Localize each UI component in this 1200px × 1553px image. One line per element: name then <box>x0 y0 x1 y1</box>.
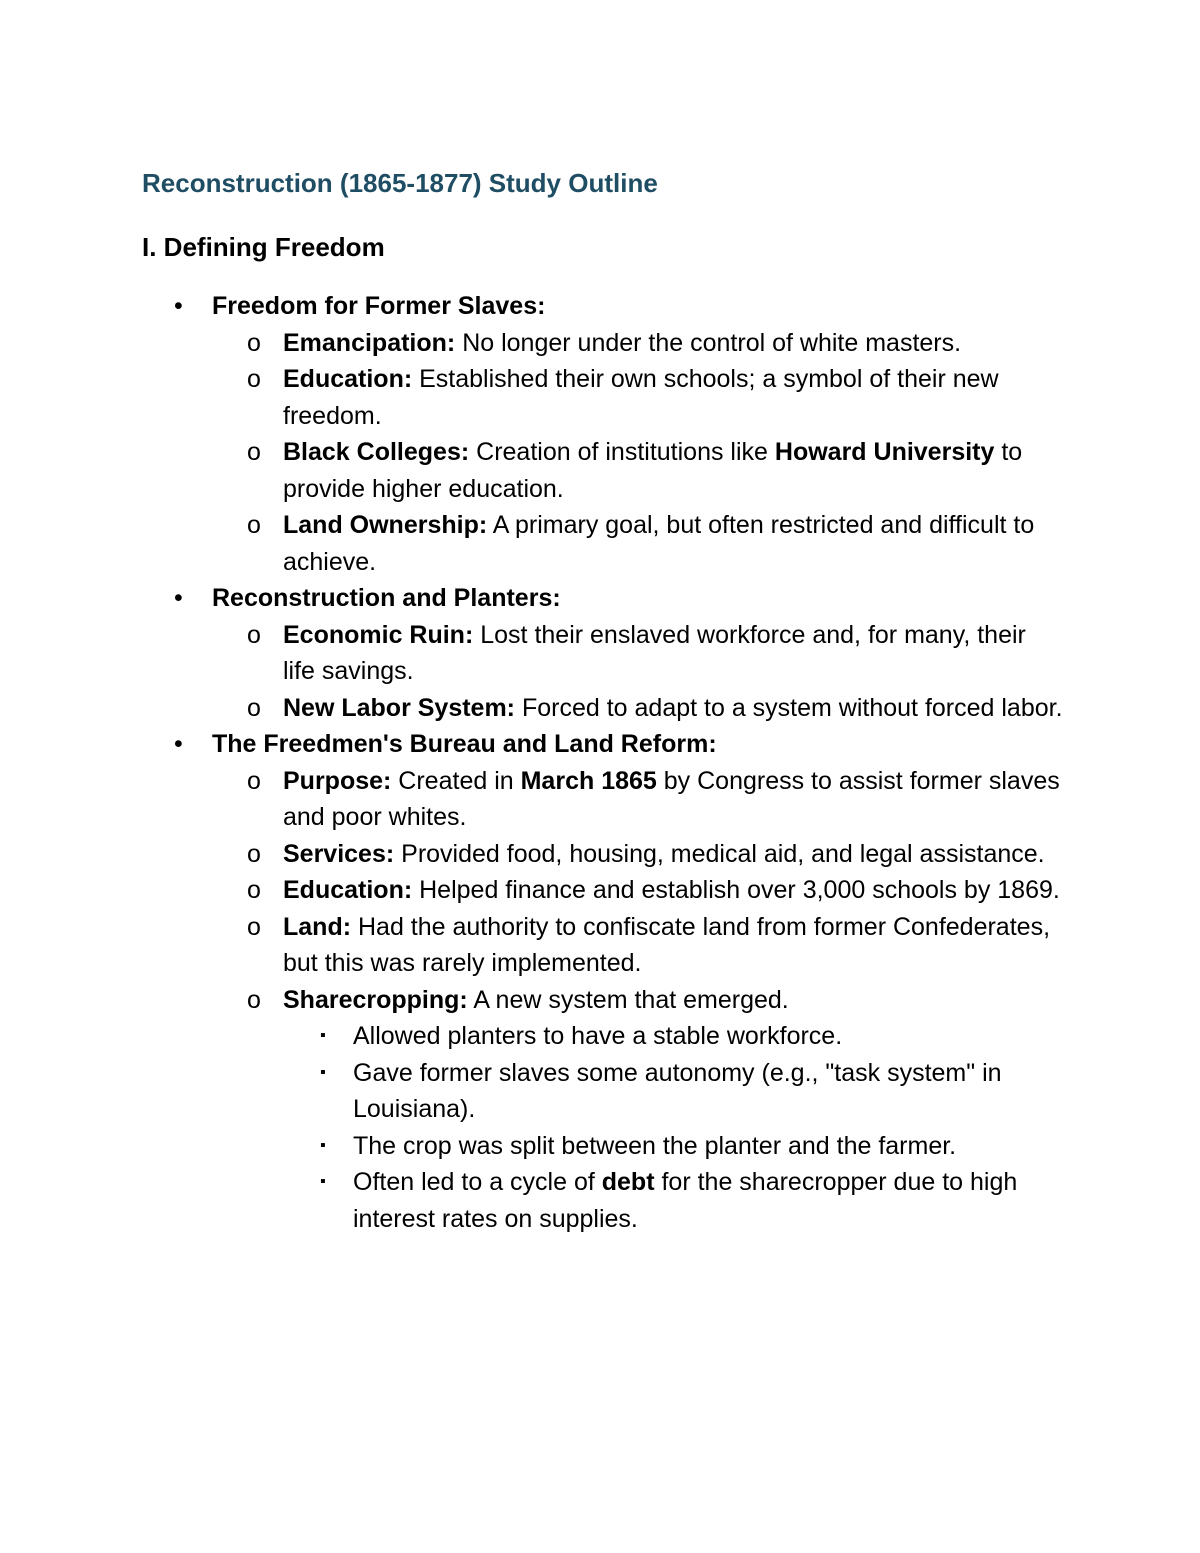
circle-marker: o <box>247 328 261 357</box>
circle-marker: o <box>247 839 261 868</box>
point-term: Emancipation: <box>283 328 456 357</box>
point-term: Land: <box>283 912 352 941</box>
circle-marker: o <box>247 693 261 722</box>
outline-point <box>0 763 1063 836</box>
outline-subpoint <box>0 1164 1073 1237</box>
point-text: to provide higher education. <box>283 438 1023 503</box>
square-marker: ▪ <box>320 1136 326 1154</box>
point-text: A primary goal, but often restricted and difficult to achieve. <box>283 511 1035 576</box>
point-term: Services: <box>283 839 395 868</box>
subpoint-text: for the sharecropper due to high interest rates on supplies. <box>353 1168 1018 1233</box>
outline-topic <box>0 288 1072 325</box>
subpoint-text: Allowed planters to have a stable workforce. <box>353 1022 843 1050</box>
circle-marker: o <box>247 766 261 795</box>
outline-point <box>0 434 1063 507</box>
point-text: Provided food, housing, medical aid, and legal assistance. <box>394 839 1045 868</box>
subpoint-text: Often led to a cycle of <box>353 1168 602 1196</box>
outline-subpoint <box>0 1055 1073 1128</box>
circle-marker: o <box>247 511 261 539</box>
point-text: No longer under the control of white masters. <box>455 328 962 357</box>
outline-subpoint <box>0 1018 1073 1055</box>
subpoint-text: The crop was split between the planter and the farmer. <box>353 1131 957 1160</box>
point-text: Lost their enslaved workforce and, for many, their life savings. <box>283 620 1026 685</box>
topic-label: The Freedmen's Bureau and Land Reform: <box>212 730 717 758</box>
point-term: New Labor System: <box>283 693 516 722</box>
outline-point <box>0 909 1063 982</box>
outline-point <box>0 617 1063 690</box>
point-term: Land Ownership: <box>283 511 488 539</box>
outline-point <box>0 982 1063 1019</box>
outline <box>0 288 1200 1237</box>
bullet-marker: • <box>174 292 183 320</box>
point-text: A new system that emerged. <box>467 985 789 1014</box>
point-term: Sharecropping: <box>283 985 468 1014</box>
circle-marker: o <box>247 985 261 1014</box>
square-marker: ▪ <box>320 1173 326 1190</box>
point-text: Forced to adapt to a system without forced labor. <box>515 693 1063 722</box>
point-text: Created in <box>391 766 521 795</box>
point-highlight: March 1865 <box>520 766 657 795</box>
point-text: Established their own schools; a symbol of their new freedom. <box>283 365 999 430</box>
point-text: Creation of institutions like <box>469 438 775 466</box>
subpoint-text: Gave former slaves some autonomy (e.g., "task system" in Louisiana). <box>353 1058 1002 1123</box>
point-term: Purpose: <box>283 766 392 795</box>
circle-marker: o <box>247 620 261 649</box>
point-term: Black Colleges: <box>283 438 470 466</box>
section-heading: I. Defining Freedom <box>142 232 385 262</box>
outline-point <box>0 836 1063 873</box>
square-marker: ▪ <box>320 1063 326 1081</box>
point-text: Had the authority to confiscate land from former Confederates, but this was rarely implemented. <box>283 912 1051 977</box>
point-text: Helped finance and establish over 3,000 schools by 1869. <box>412 876 1060 904</box>
outline-topic <box>0 580 1072 617</box>
topic-label: Reconstruction and Planters: <box>212 584 561 612</box>
circle-marker: o <box>247 365 261 393</box>
point-term: Education: <box>283 876 413 904</box>
point-text: by Congress to assist former slaves and poor whites. <box>283 766 1060 831</box>
outline-topic <box>0 726 1072 763</box>
outline-point <box>0 872 1063 909</box>
circle-marker: o <box>247 912 261 941</box>
outline-point <box>0 361 1063 434</box>
bullet-marker: • <box>174 730 183 758</box>
outline-point <box>0 507 1063 580</box>
point-highlight: Howard University <box>774 438 995 466</box>
point-term: Education: <box>283 365 413 393</box>
point-term: Economic Ruin: <box>283 620 474 649</box>
subpoint-highlight: debt <box>601 1168 655 1196</box>
bullet-marker: • <box>174 584 183 612</box>
square-marker: ▪ <box>320 1027 326 1044</box>
circle-marker: o <box>247 438 261 466</box>
page-title: Reconstruction (1865-1877) Study Outline <box>142 168 658 198</box>
topic-label: Freedom for Former Slaves: <box>212 292 546 320</box>
circle-marker: o <box>247 876 261 904</box>
outline-point <box>0 325 1063 362</box>
outline-subpoint <box>0 1128 1073 1165</box>
outline-point <box>0 690 1063 727</box>
